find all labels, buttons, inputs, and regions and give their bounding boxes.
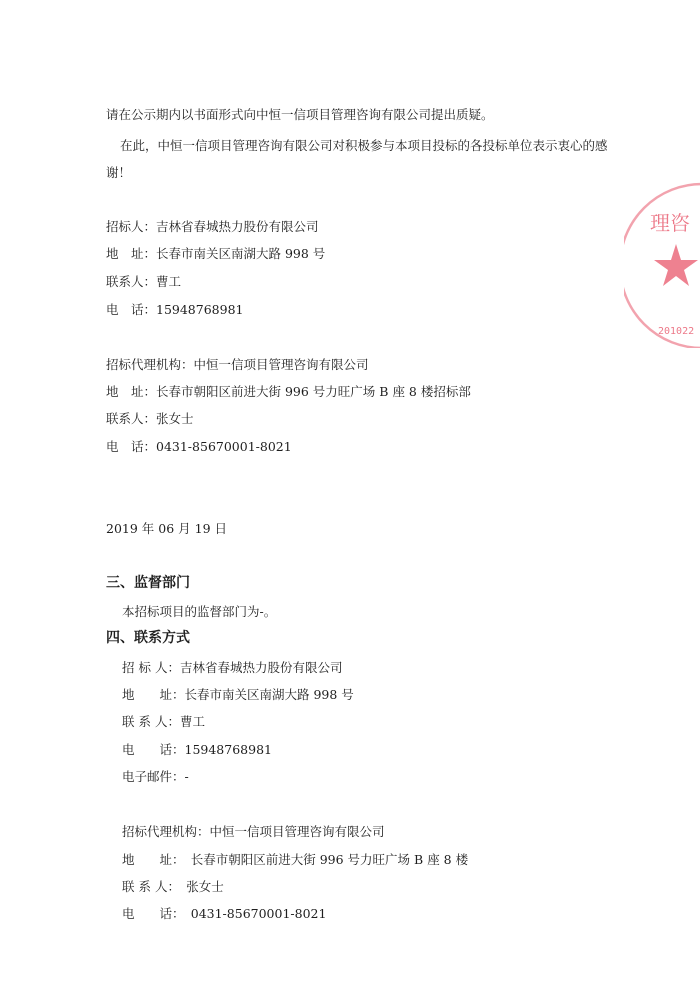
agency-phone: 电 话：0431-85670001-8021: [106, 439, 292, 454]
intro-line-2: 在此，中恒一信项目管理咨询有限公司对积极参与本项目投标的各投标单位表示衷心的感: [120, 138, 608, 153]
intro-line-3: 谢！: [106, 165, 132, 180]
section-4-tenderer-contact: 联 系 人：曹工: [122, 714, 205, 729]
tenderer-name: 招标人：吉林省春城热力股份有限公司: [106, 219, 319, 234]
section-4-title: 四、联系方式: [106, 630, 190, 646]
seal-text-top: 理咨: [650, 211, 690, 235]
section-4-agency-name: 招标代理机构：中恒一信项目管理咨询有限公司: [122, 824, 385, 839]
section-4-agency-address: 地 址： 长春市朝阳区前进大街 996 号力旺广场 B 座 8 楼: [122, 852, 469, 867]
section-4-tenderer-email: 电子邮件：-: [122, 769, 189, 784]
section-4-agency-contact: 联 系 人： 张女士: [122, 879, 224, 894]
agency-name: 招标代理机构：中恒一信项目管理咨询有限公司: [106, 357, 369, 372]
agency-contact: 联系人：张女士: [106, 411, 194, 426]
tenderer-contact: 联系人：曹工: [106, 274, 182, 289]
document-date: 2019 年 06 月 19 日: [106, 521, 227, 536]
section-4-tenderer-name: 招 标 人：吉林省春城热力股份有限公司: [122, 660, 343, 675]
tenderer-address: 地 址：长春市南关区南湖大路 998 号: [106, 246, 326, 261]
agency-address: 地 址：长春市朝阳区前进大街 996 号力旺广场 B 座 8 楼招标部: [106, 384, 471, 399]
section-4-tenderer-phone: 电 话：15948768981: [122, 742, 272, 757]
seal-text-bottom: 201022: [658, 326, 695, 337]
star-icon: [654, 244, 698, 286]
intro-line-1: 请在公示期内以书面形式向中恒一信项目管理咨询有限公司提出质疑。: [106, 107, 494, 122]
section-4-agency-phone: 电 话： 0431-85670001-8021: [122, 906, 327, 921]
section-3-title: 三、监督部门: [106, 575, 190, 591]
tenderer-phone: 电 话：15948768981: [106, 302, 244, 317]
section-3-body: 本招标项目的监督部门为-。: [122, 604, 277, 619]
official-seal: [624, 178, 700, 348]
section-4-tenderer-address: 地 址：长春市南关区南湖大路 998 号: [122, 687, 354, 702]
